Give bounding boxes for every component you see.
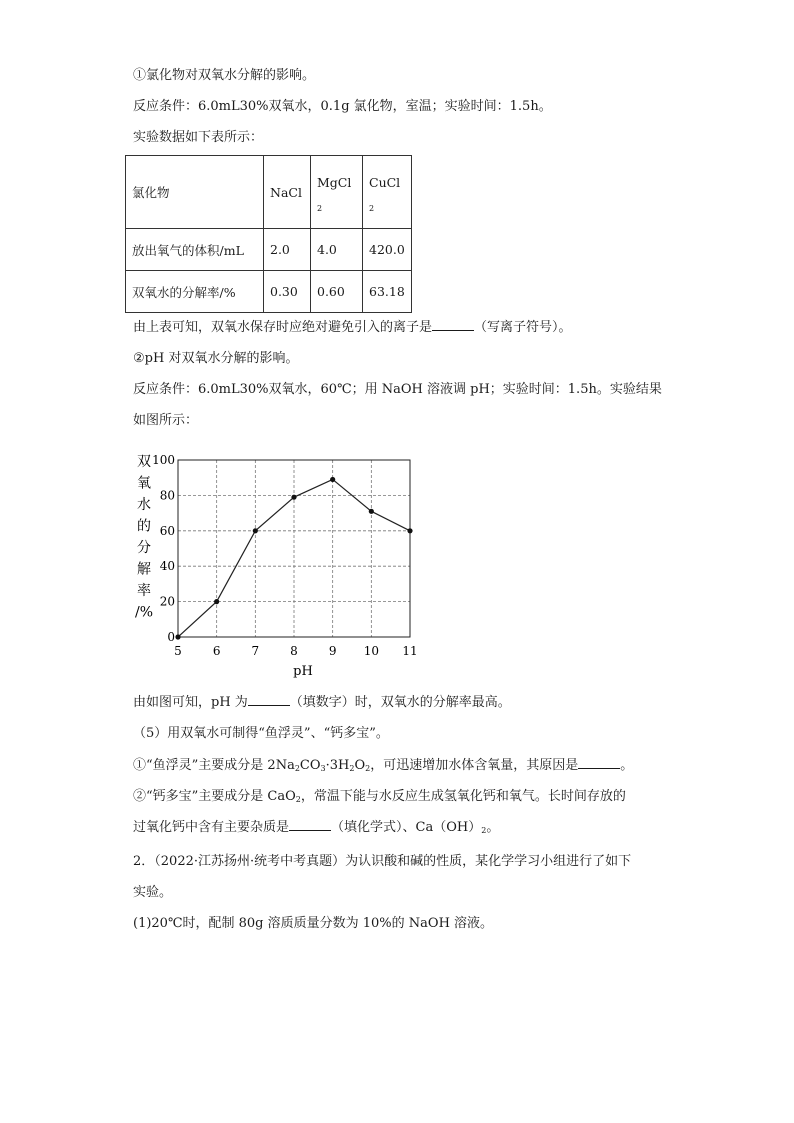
question-text: ，常温下能与水反应生成氢氧化钙和氧气。长时间存放的 [300,789,626,804]
y-label-char: 氧 [137,475,151,492]
question-text: 过氧化钙中含有主要杂质是 [133,820,290,835]
y-label-char: 分 [137,540,151,556]
series-line [178,479,410,637]
question2-intro: 2．（2022·江苏扬州·统考中考真题）为认识酸和碱的性质，某化学学习小组进行了如下 [133,854,632,869]
x-tick-label: 5 [174,644,182,658]
table-header-cell: NaCl [264,156,311,229]
table-cell: 63.18 [363,271,412,313]
x-tick-label: 6 [212,644,221,658]
question2-intro-cont: 实验。 [133,885,173,900]
question2-part1: (1)20℃时，配制 80g 溶质质量分数为 10%的 NaOH 溶液。 [133,916,494,931]
y-tick-label: 100 [152,453,175,467]
data-point [175,634,180,639]
part5-item2-cont [133,818,499,841]
y-label-char: 的 [137,518,151,535]
table-header-cell [363,156,412,229]
y-label-char: 双 [137,454,151,470]
x-tick-label: 9 [328,644,337,658]
table-header-cell [311,156,363,229]
formula-text: ②“钙多宝”主要成分是 CaO [133,789,296,804]
question-text: （写离子符号）。 [474,320,572,335]
y-label-char: 解 [137,561,151,578]
table-header-text: CuCl [369,175,401,190]
answer-blank[interactable] [432,318,474,331]
y-tick-label: 40 [159,559,175,574]
question-text: 由如图可知，pH 为 [133,695,248,710]
chart-grid [178,460,410,637]
data-point [369,509,374,514]
subscript: 2 [349,764,355,773]
y-label-char: /% [134,604,154,621]
formula-text: ·3H [325,758,350,773]
part5-item1 [133,756,633,779]
table-header-subscript: 2 [317,204,323,213]
table-header-text: MgCl [317,175,352,190]
x-axis-label: pH [293,664,313,679]
answer-blank[interactable] [248,693,290,706]
formula-text: ①“鱼浮灵”主要成分是 2Na [133,758,295,773]
formula-text: （填化学式）、Ca（OH） [331,820,482,835]
data-point [214,599,219,604]
x-tick-labels [174,644,417,658]
table-cell: 0.60 [311,271,363,313]
question-text: （填数字）时，双氧水的分解率最高。 [289,695,511,710]
ph-decomposition-chart [130,450,430,680]
table-cell: 2.0 [264,229,311,271]
answer-blank[interactable] [289,818,331,831]
subscript: 2 [295,795,301,804]
section2-conditions: 反应条件：6.0mL30%双氧水，60℃；用 NaOH 溶液调 pH；实验时间：1.5h。实验结果 [133,382,662,397]
question-text: 由上表可知，双氧水保存时应绝对避免引入的离子是 [133,320,433,335]
table-cell: 4.0 [311,229,363,271]
question-text: 。 [620,758,634,773]
formula-text: O [354,758,366,773]
subscript: 2 [294,764,300,773]
y-tick-labels [152,453,175,644]
y-tick-label: 60 [159,523,175,538]
section2-conditions-cont: 如图所示： [133,413,199,428]
question-ion [133,318,572,338]
table-header-subscript: 2 [369,204,375,213]
y-tick-label: 20 [159,594,175,609]
x-tick-label: 8 [290,644,298,658]
section1-conditions: 反应条件：6.0mL30%双氧水，0.1g 氯化物，室温；实验时间：1.5h。 [133,99,552,114]
chloride-data-table [125,155,412,313]
answer-blank[interactable] [578,756,620,769]
part5-item2 [133,787,626,810]
y-label-char: 率 [137,583,151,599]
table-cell: 420.0 [363,229,412,271]
table-cell: 双氧水的分解率/% [126,271,264,313]
y-tick-label: 80 [159,488,175,503]
data-point [407,528,412,533]
section1-title: ①氯化物对双氧水分解的影响。 [133,68,316,83]
data-point [253,528,258,533]
x-tick-label: 7 [251,644,260,658]
y-tick-label: 0 [167,630,175,644]
data-point [330,477,335,482]
subscript: 3 [320,764,326,773]
subscript: 2 [365,764,371,773]
part5-title: （5）用双氧水可制得“鱼浮灵”、“钙多宝”。 [133,726,389,741]
table-header-cell: 氯化物 [126,156,264,229]
question-text: ，可迅速增加水体含氧量，其原因是 [370,758,579,773]
formula-text: CO [299,758,321,773]
subscript: 2 [481,826,487,835]
table-cell: 0.30 [264,271,311,313]
x-tick-label: 10 [363,644,379,658]
table-cell: 放出氧气的体积/mL [126,229,264,271]
section2-title: ②pH 对双氧水分解的影响。 [133,351,299,366]
table-intro: 实验数据如下表所示： [133,130,264,145]
question-ph [133,693,511,713]
y-axis-label [135,454,153,621]
y-label-char: 水 [137,497,151,513]
x-tick-label: 11 [402,644,418,658]
data-point [291,495,296,500]
question-text: 。 [486,820,500,835]
